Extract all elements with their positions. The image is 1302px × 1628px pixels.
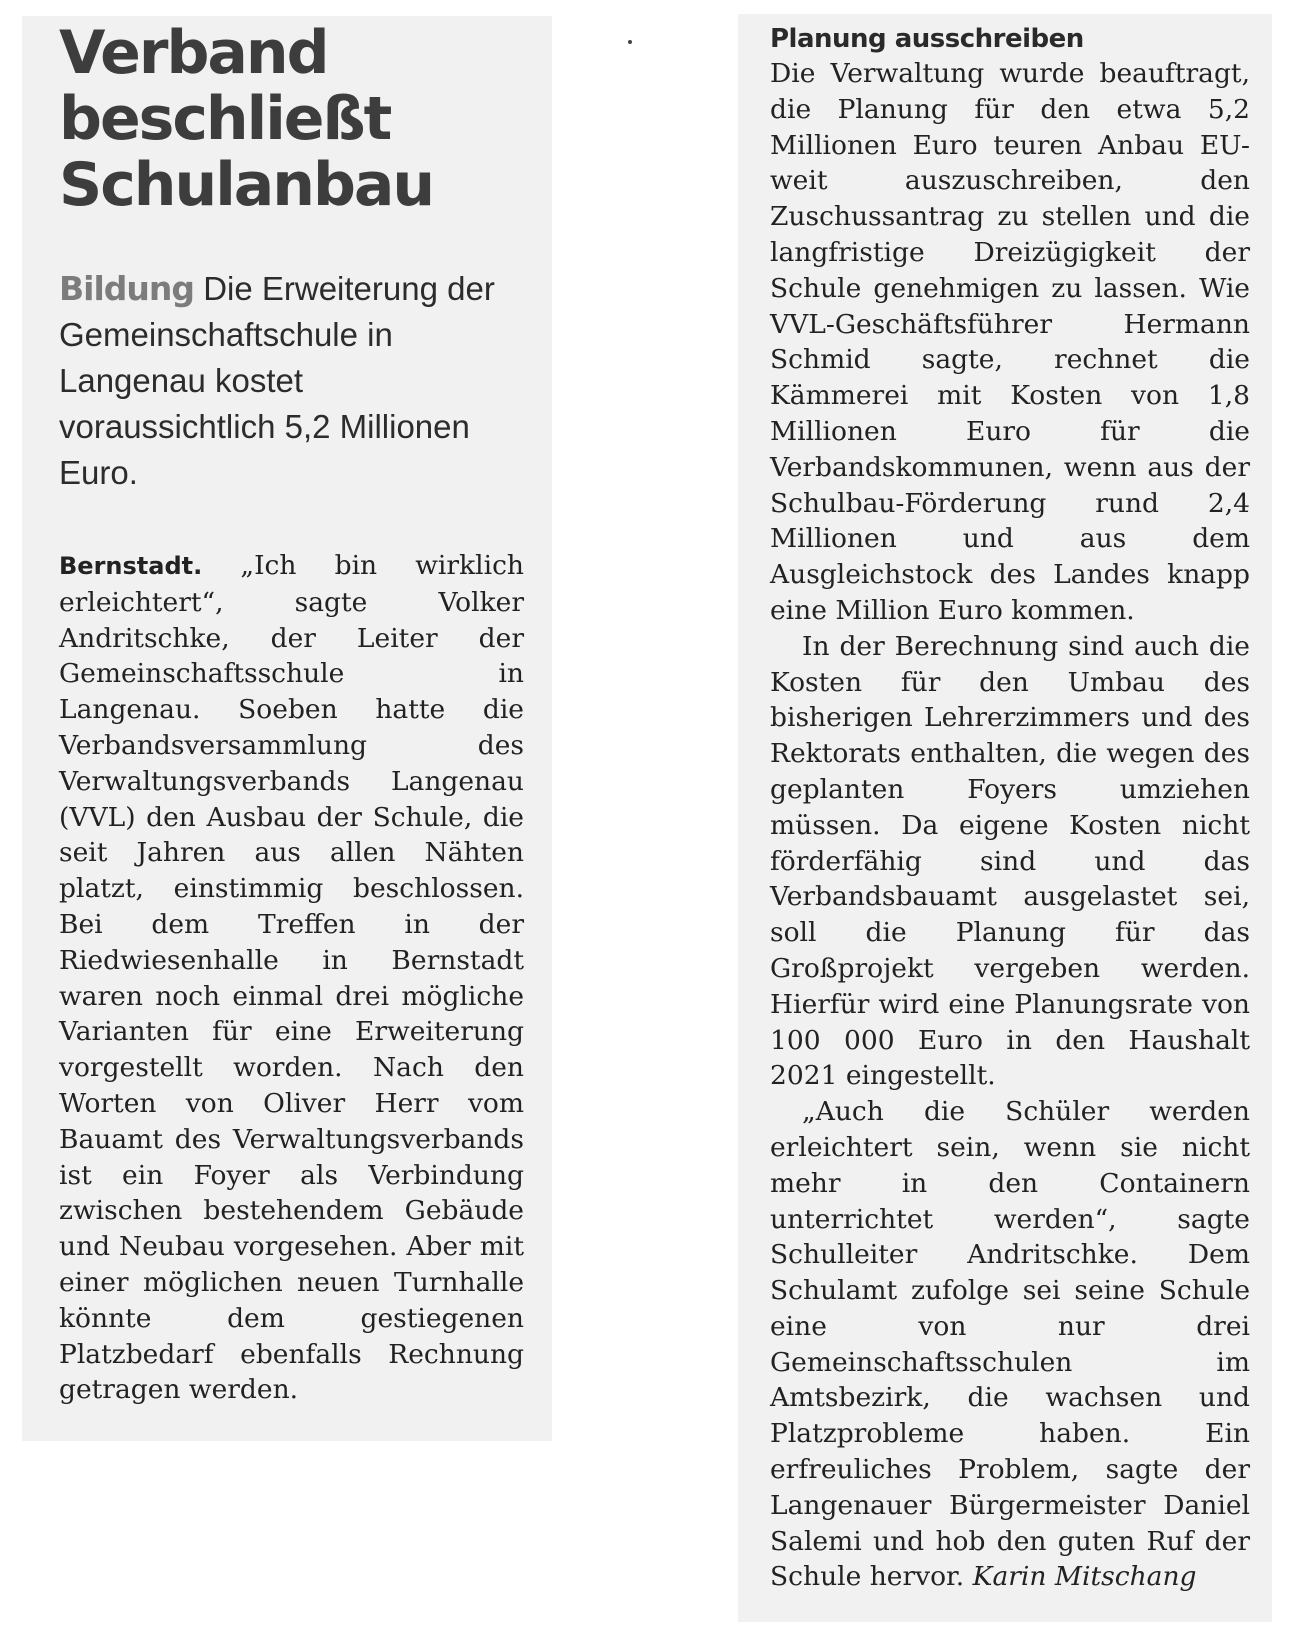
body-text: „Ich bin wirklich erleichtert“, sagte Volker Andritschke, der Leiter der Gemeinschaftsschule in Langenau. Soeben hatte die Verbandsversammlung des Verwaltungsverbands Langenau (VVL) den Ausbau der Schule, die seit Jahren aus allen Nähten platzt, einstimmig beschlossen. Bei dem Treffen in der Riedwiesenhalle in Bernstadt waren noch einmal drei mögliche Varianten für eine Erweiterung vorgestellt worden. Nach den Worten von Oliver Herr vom Bauamt des Verwaltungsverbands ist ein Foyer als Verbindung zwischen bestehendem Gebäude und Neubau vorgesehen. Aber mit einer möglichen neuen Turnhalle könnte dem gestiegenen Platzbedarf ebenfalls Rechnung getragen werden. xyxy=(59,550,524,1406)
scan-speck xyxy=(628,40,632,44)
section-subhead: Planung ausschreiben xyxy=(770,24,1084,54)
headline-line: beschließt xyxy=(59,84,391,154)
teaser-kicker: Bildung xyxy=(59,269,195,308)
paragraph-final xyxy=(770,1094,1250,1595)
headline-line: Schulanbau xyxy=(59,150,434,220)
paragraph: Die Verwaltung wurde beauftragt, die Planung für den etwa 5,2 Millionen Euro teuren Anbau EU-weit auszuschreiben, den Zuschussantrag zu stellen und die langfristige Dreizügigkeit der Schule genehmigen zu lassen. Wie VVL-Geschäftsführer Hermann Schmid sagte, rechnet die Kämmerei mit Kosten von 1,8 Millionen Euro für die Verbandskommunen, wenn aus der Schulbau-Förderung rund 2,4 Millionen und aus dem Ausgleichstock des Landes knapp eine Million Euro kommen. xyxy=(770,58,1250,626)
paragraph-text: „Auch die Schüler werden erleichtert sein, wenn sie nicht mehr in den Containern unterrichtet werden“, sagte Schulleiter Andritschke. Dem Schulamt zufolge sei seine Schule eine von nur drei Gemeinschaftsschulen im Amtsbezirk, die wachsen und Platzprobleme haben. Ein erfreuliches Problem, sagte der Langenauer Bürgermeister Daniel Salemi und hob den guten Ruf der Schule hervor. xyxy=(770,1096,1250,1593)
teaser-text: Die Erweiterung der Gemeinschaftschule in Langenau kostet voraussichtlich 5,2 Millionen Euro. xyxy=(59,270,495,491)
article-body-left xyxy=(59,548,524,1408)
article-clipping-right xyxy=(738,14,1272,1622)
dateline: Bernstadt. xyxy=(59,552,203,580)
author-byline: Karin Mitschang xyxy=(972,1561,1197,1593)
headline-line: Verband xyxy=(59,18,328,88)
article-teaser xyxy=(59,266,524,496)
paragraph: In der Berechnung sind auch die Kosten für den Umbau des bisherigen Lehrerzimmers und des Rektorats enthalten, die wegen des geplanten Foyers umziehen müssen. Da eigene Kosten nicht förderfähig sind und das Verbandsbauamt ausgelastet sei, soll die Planung für das Großprojekt vergeben werden. Hierfür wird eine Planungsrate von 100 000 Euro in den Haushalt 2021 eingestellt. xyxy=(770,630,1250,1092)
article-clipping-left xyxy=(22,16,552,1441)
article-headline xyxy=(59,20,524,218)
